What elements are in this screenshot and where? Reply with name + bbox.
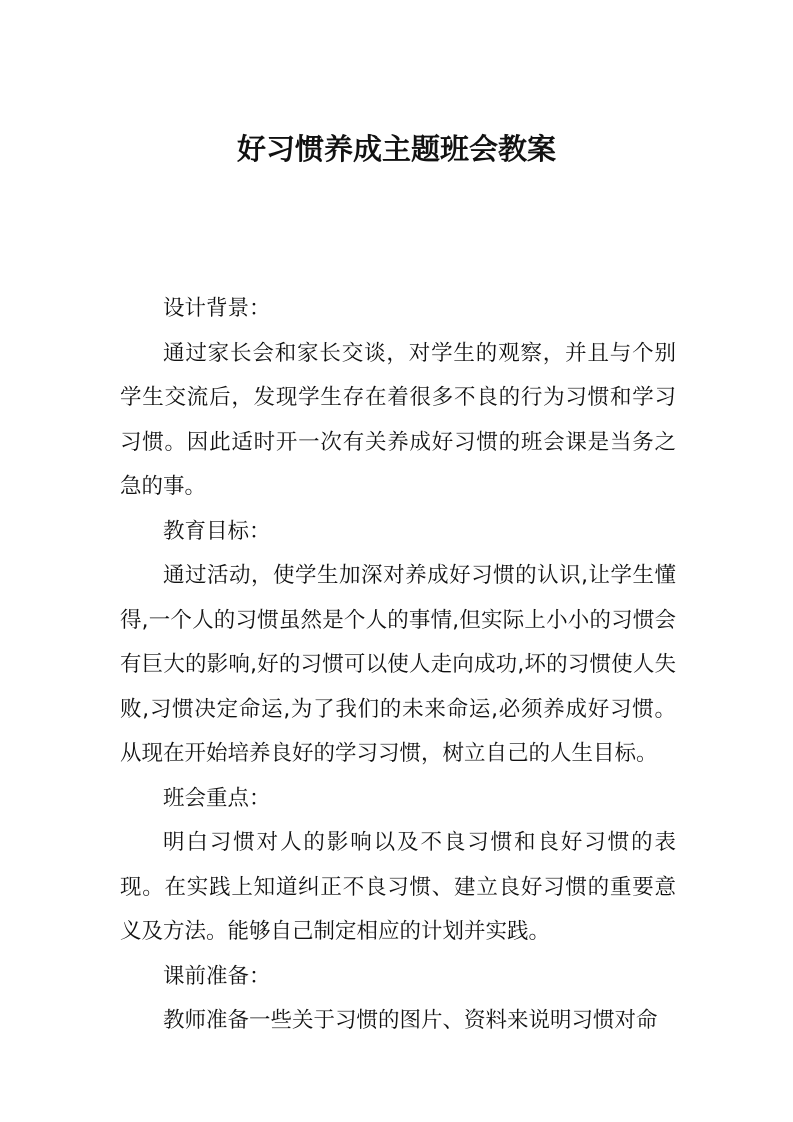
paragraph-class-focus: 明白习惯对人的影响以及不良习惯和良好习惯的表现。在实践上知道纠正不良习惯、建立良好习惯的重要意义及方法。能够自己制定相应的计划并实践。 bbox=[120, 830, 676, 944]
section-heading-preparation: 课前准备： bbox=[163, 963, 271, 989]
section-heading-design-background: 设计背景： bbox=[163, 296, 271, 321]
paragraph-education-goals: 通过活动，使学生加深对养成好习惯的认识,让学生懂得,一个人的习惯虽然是个人的事情,但实际上小小的习惯会有巨大的影响,好的习惯可以使人走向成功,坏的习惯使人失败,习惯决定命运,为了我们的未来命运,必须养成好习惯。从现在开始培养良好的学习习惯，树立自己的人生目标。 bbox=[120, 563, 676, 766]
document-body bbox=[120, 287, 676, 1044]
paragraph-preparation: 教师准备一些关于习惯的图片、资料来说明习惯对命 bbox=[163, 1008, 658, 1033]
document-title: 好习惯养成主题班会教案 bbox=[236, 132, 556, 166]
paragraph-design-background: 通过家长会和家长交谈，对学生的观察，并且与个别学生交流后，发现学生存在着很多不良的行为习惯和学习习惯。因此适时开一次有关养成好习惯的班会课是当务之急的事。 bbox=[120, 340, 676, 499]
section-heading-education-goals: 教育目标： bbox=[163, 518, 271, 544]
section-heading-class-focus: 班会重点： bbox=[163, 785, 271, 811]
